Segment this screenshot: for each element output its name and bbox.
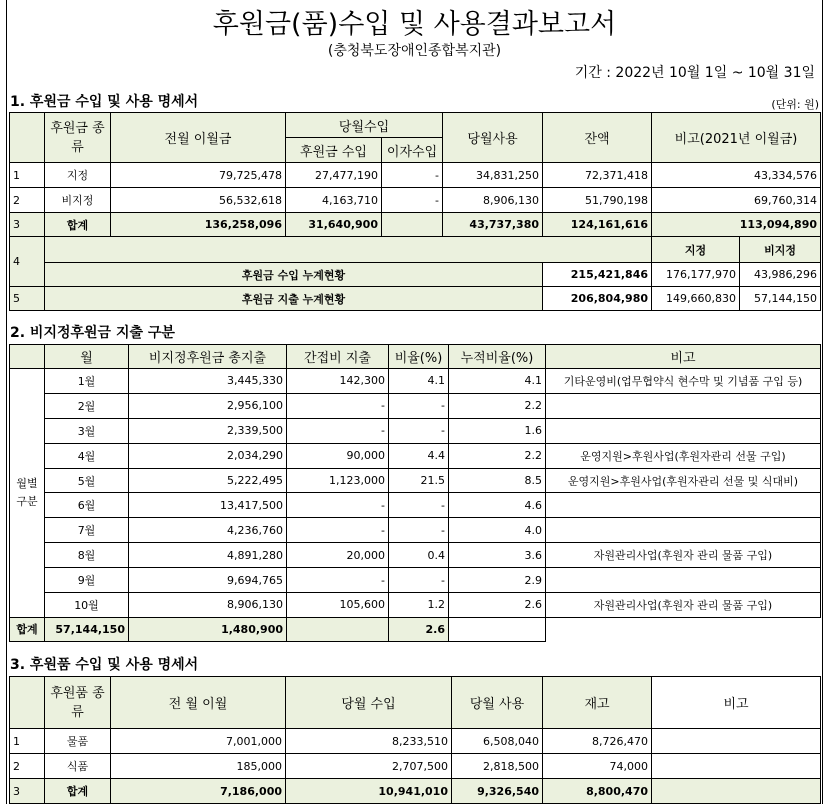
row-type: 비지정 <box>45 188 111 213</box>
header-no-cell <box>10 677 45 729</box>
header-used: 당월사용 <box>443 113 543 163</box>
total-label: 합계 <box>10 617 45 641</box>
header-used: 당월 사용 <box>452 677 543 729</box>
row-month: 2월 <box>45 393 129 418</box>
cumulative-income-designated: 176,177,970 <box>652 263 740 287</box>
row-total-expense: 3,445,330 <box>129 369 287 394</box>
row-note: 69,760,314 <box>652 188 821 213</box>
row-month: 6월 <box>45 493 129 518</box>
row-note <box>546 493 821 518</box>
row-month: 9월 <box>45 568 129 593</box>
row-cumulative-ratio: 2.6 <box>449 593 546 618</box>
row-no-4: 4 <box>10 237 45 287</box>
total-row <box>10 213 821 237</box>
table-row <box>10 518 821 543</box>
total-ratio <box>287 617 389 641</box>
row-ratio: 4.1 <box>389 369 449 394</box>
row-note <box>546 393 821 418</box>
row-no: 1 <box>10 729 45 754</box>
header-side-cell <box>10 345 45 369</box>
header-type: 후원금 종류 <box>45 113 111 163</box>
row-total-expense: 8,906,130 <box>129 593 287 618</box>
row-month: 5월 <box>45 468 129 493</box>
header-ratio: 비율(%) <box>389 345 449 369</box>
row-cumulative-ratio: 8.5 <box>449 468 546 493</box>
row-note: 기타운영비(업무협약식 현수막 및 기념품 구입 등) <box>546 369 821 394</box>
total-no: 3 <box>10 213 45 237</box>
row-total-expense: 2,034,290 <box>129 443 287 468</box>
row-used: 8,906,130 <box>443 188 543 213</box>
table-row <box>10 443 821 468</box>
cumulative-income-row <box>10 263 821 287</box>
section2-title: 2. 비지정후원금 지출 구분 <box>10 325 175 341</box>
row-cumulative-ratio: 2.9 <box>449 568 546 593</box>
row-indirect-expense: - <box>287 568 389 593</box>
header-cumulative-ratio: 누적비율(%) <box>449 345 546 369</box>
row-used: 34,831,250 <box>443 163 543 188</box>
row-note: 43,334,576 <box>652 163 821 188</box>
header-month: 월 <box>45 345 129 369</box>
header-note: 비고 <box>652 677 821 729</box>
row-indirect-expense: 1,123,000 <box>287 468 389 493</box>
table-row <box>10 568 821 593</box>
total-prev: 136,258,096 <box>111 213 286 237</box>
header-month-income: 당월수입 <box>286 113 443 138</box>
row-donation: 27,477,190 <box>286 163 382 188</box>
row-prev: 185,000 <box>111 754 286 779</box>
cumulative-spend-designated: 149,660,830 <box>652 287 740 311</box>
total-cumulative-ratio: 2.6 <box>389 617 449 641</box>
row-prev: 79,725,478 <box>111 163 286 188</box>
row-note: 자원관리사업(후원자 관리 물품 구입) <box>546 593 821 618</box>
header-note: 비고(2021년 이월금) <box>652 113 821 163</box>
row-no: 1 <box>10 163 45 188</box>
row-ratio: 0.4 <box>389 543 449 568</box>
cumulative-income-total: 215,421,846 <box>543 263 652 287</box>
report-title: 후원금(품)수입 및 사용결과보고서 <box>212 9 617 40</box>
row-note: 자원관리사업(후원자 관리 물품 구입) <box>546 543 821 568</box>
row-note <box>652 729 821 754</box>
header-note: 비고 <box>546 345 821 369</box>
row-note: 운영지원>후원사업(후원자관리 선물 구입) <box>546 443 821 468</box>
row-type: 지정 <box>45 163 111 188</box>
row-stock: 8,726,470 <box>543 729 652 754</box>
table-row <box>10 418 821 443</box>
header-income: 당월 수입 <box>286 677 452 729</box>
header-prev: 전 월 이월 <box>111 677 286 729</box>
row-balance: 72,371,418 <box>543 163 652 188</box>
row-type: 물품 <box>45 729 111 754</box>
row-indirect-expense: 142,300 <box>287 369 389 394</box>
header-total-expense: 비지정후원금 총지출 <box>129 345 287 369</box>
header-goods-type: 후원품 종류 <box>45 677 111 729</box>
row-ratio: 4.4 <box>389 443 449 468</box>
header-undesignated: 비지정 <box>740 237 821 263</box>
row-total-expense: 9,694,765 <box>129 568 287 593</box>
table-row <box>10 163 821 188</box>
total-balance: 124,161,616 <box>543 213 652 237</box>
row-used: 2,818,500 <box>452 754 543 779</box>
table-row <box>10 593 821 618</box>
row-stock: 74,000 <box>543 754 652 779</box>
row-no: 2 <box>10 188 45 213</box>
total-stock: 8,800,470 <box>543 779 652 804</box>
row-month: 1월 <box>45 369 129 394</box>
organization-name: (충청북도장애인종합복지관) <box>327 43 502 59</box>
row-ratio: 1.2 <box>389 593 449 618</box>
cumulative-income-undesignated: 43,986,296 <box>740 263 821 287</box>
row-indirect-expense: - <box>287 418 389 443</box>
row-no: 2 <box>10 754 45 779</box>
row-ratio: - <box>389 493 449 518</box>
total-label: 합계 <box>45 213 111 237</box>
table-row <box>10 754 821 779</box>
donation-income-table <box>9 112 821 311</box>
table-row <box>10 468 821 493</box>
row-interest: - <box>382 163 443 188</box>
row-month: 3월 <box>45 418 129 443</box>
section1-title: 1. 후원금 수입 및 사용 명세서 <box>10 94 199 110</box>
row-income: 2,707,500 <box>286 754 452 779</box>
row-donation: 4,163,710 <box>286 188 382 213</box>
total-used: 9,326,540 <box>452 779 543 804</box>
cumulative-spend-undesignated: 57,144,150 <box>740 287 821 311</box>
table-row <box>10 369 821 394</box>
goods-income-table <box>9 676 821 804</box>
row-total-expense: 5,222,495 <box>129 468 287 493</box>
table-row <box>10 493 821 518</box>
row-note <box>546 568 821 593</box>
cumulative-header-spacer <box>45 237 652 263</box>
row-prev: 56,532,618 <box>111 188 286 213</box>
table-row <box>10 543 821 568</box>
row-cumulative-ratio: 2.2 <box>449 443 546 468</box>
total-note <box>449 617 546 641</box>
total-income: 10,941,010 <box>286 779 452 804</box>
row-cumulative-ratio: 4.1 <box>449 369 546 394</box>
row-prev: 7,001,000 <box>111 729 286 754</box>
row-total-expense: 13,417,500 <box>129 493 287 518</box>
total-indirect: 1,480,900 <box>129 617 287 641</box>
row-ratio: - <box>389 568 449 593</box>
row-cumulative-ratio: 1.6 <box>449 418 546 443</box>
header-no-cell <box>10 113 45 163</box>
monthly-side-label: 월별 구분 <box>10 369 45 618</box>
row-note <box>546 518 821 543</box>
row-indirect-expense: - <box>287 493 389 518</box>
row-type: 식품 <box>45 754 111 779</box>
row-ratio: - <box>389 518 449 543</box>
row-indirect-expense: - <box>287 518 389 543</box>
header-interest-income: 이자수입 <box>382 138 443 163</box>
total-interest <box>382 213 443 237</box>
total-note: 113,094,890 <box>652 213 821 237</box>
row-indirect-expense: 20,000 <box>287 543 389 568</box>
row-month: 7월 <box>45 518 129 543</box>
header-donation-income: 후원금 수입 <box>286 138 382 163</box>
cumulative-spend-label: 후원금 지출 누계현황 <box>45 287 543 311</box>
row-total-expense: 4,236,760 <box>129 518 287 543</box>
row-cumulative-ratio: 3.6 <box>449 543 546 568</box>
total-label: 합계 <box>45 779 111 804</box>
undesignated-expense-table <box>9 344 821 642</box>
row-ratio: 21.5 <box>389 468 449 493</box>
unit-label: (단위: 원) <box>771 98 819 111</box>
total-expense: 57,144,150 <box>45 617 129 641</box>
row-total-expense: 4,891,280 <box>129 543 287 568</box>
table-row <box>10 188 821 213</box>
row-month: 4월 <box>45 443 129 468</box>
row-note: 운영지원>후원사업(후원자관리 선물 및 식대비) <box>546 468 821 493</box>
total-used: 43,737,380 <box>443 213 543 237</box>
row-month: 8월 <box>45 543 129 568</box>
row-ratio: - <box>389 393 449 418</box>
total-row <box>10 779 821 804</box>
row-cumulative-ratio: 4.6 <box>449 493 546 518</box>
row-no-5: 5 <box>10 287 45 311</box>
table-row <box>10 729 821 754</box>
section3-title: 3. 후원품 수입 및 사용 명세서 <box>10 657 199 673</box>
cumulative-income-label: 후원금 수입 누계현황 <box>45 263 543 287</box>
row-indirect-expense: 105,600 <box>287 593 389 618</box>
row-interest: - <box>382 188 443 213</box>
header-indirect-expense: 간접비 지출 <box>287 345 389 369</box>
total-note <box>652 779 821 804</box>
table-row <box>10 393 821 418</box>
header-balance: 잔액 <box>543 113 652 163</box>
total-prev: 7,186,000 <box>111 779 286 804</box>
row-total-expense: 2,339,500 <box>129 418 287 443</box>
row-note <box>546 418 821 443</box>
row-balance: 51,790,198 <box>543 188 652 213</box>
row-month: 10월 <box>45 593 129 618</box>
cumulative-spend-total: 206,804,980 <box>543 287 652 311</box>
row-indirect-expense: 90,000 <box>287 443 389 468</box>
header-prev: 전월 이월금 <box>111 113 286 163</box>
row-ratio: - <box>389 418 449 443</box>
cumulative-spend-row <box>10 287 821 311</box>
row-used: 6,508,040 <box>452 729 543 754</box>
row-note <box>652 754 821 779</box>
total-row <box>10 617 821 641</box>
total-donation: 31,640,900 <box>286 213 382 237</box>
row-total-expense: 2,956,100 <box>129 393 287 418</box>
row-cumulative-ratio: 2.2 <box>449 393 546 418</box>
total-no: 3 <box>10 779 45 804</box>
row-income: 8,233,510 <box>286 729 452 754</box>
header-designated: 지정 <box>652 237 740 263</box>
header-stock: 재고 <box>543 677 652 729</box>
row-indirect-expense: - <box>287 393 389 418</box>
row-cumulative-ratio: 4.0 <box>449 518 546 543</box>
report-period: 기간 : 2022년 10월 1일 ~ 10월 31일 <box>574 65 815 81</box>
